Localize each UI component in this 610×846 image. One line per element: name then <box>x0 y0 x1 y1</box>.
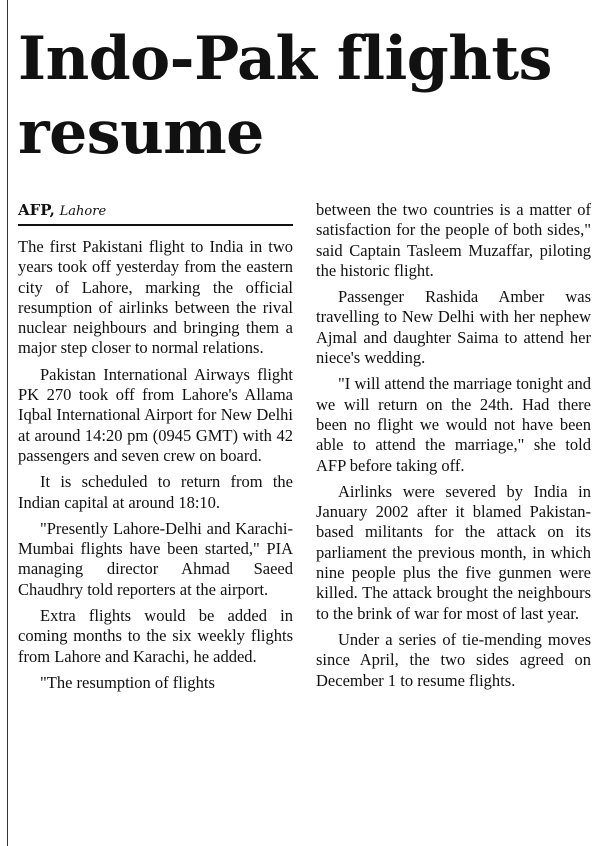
paragraph: "I will attend the marriage tonight and we will return on the 24th. Had there been no flight we would not have been able to attend the marriage," she told AFP before taking off. <box>316 374 591 475</box>
paragraph: Airlinks were severed by India in January 2002 after it blamed Pakistan-based militants for the attack on its parliament the previous month, in which nine people plus the five gunmen were killed. The attack brought the neighbours to the brink of war for most of last year. <box>316 481 591 623</box>
paragraph: Pakistan International Airways flight PK 270 took off from Lahore's Allama Iqbal International Airport for New Delhi at around 14:20 pm (0945 GMT) with 42 passengers and seven crew on board. <box>18 364 293 465</box>
byline-agency: AFP, <box>18 201 55 219</box>
article-column-right <box>316 200 591 697</box>
byline <box>18 200 293 226</box>
paragraph: Passenger Rashida Amber was travelling to New Delhi with her nephew Ajmal and daughter Saima to attend her niece's wedding. <box>316 287 591 368</box>
paragraph: between the two countries is a matter of satisfaction for the people of both sides," said Captain Tasleem Muzaffar, piloting the historic flight. <box>316 200 591 280</box>
paragraph: Under a series of tie-mending moves since April, the two sides agreed on December 1 to resume flights. <box>316 629 591 690</box>
column-rule <box>7 0 8 846</box>
headline: Indo-Pak flights resume <box>18 24 552 168</box>
paragraph: "The resumption of flights <box>40 672 215 692</box>
paragraph: It is scheduled to return from the Indian capital at around 18:10. <box>18 472 293 512</box>
article-column-left <box>18 237 293 699</box>
paragraph: "Presently Lahore-Delhi and Karachi-Mumbai flights have been started," PIA managing director Ahmad Saeed Chaudhry told reporters at the airport. <box>18 518 293 599</box>
paragraph: Extra flights would be added in coming months to the six weekly flights from Lahore and Karachi, he added. <box>18 606 293 666</box>
paragraph: The first Pakistani flight to India in two years took off yesterday from the eastern city of Lahore, marking the official resumption of airlinks between the rival nuclear neighbours and bringing them a major step closer to normal relations. <box>18 237 293 358</box>
byline-place: Lahore <box>59 204 107 219</box>
